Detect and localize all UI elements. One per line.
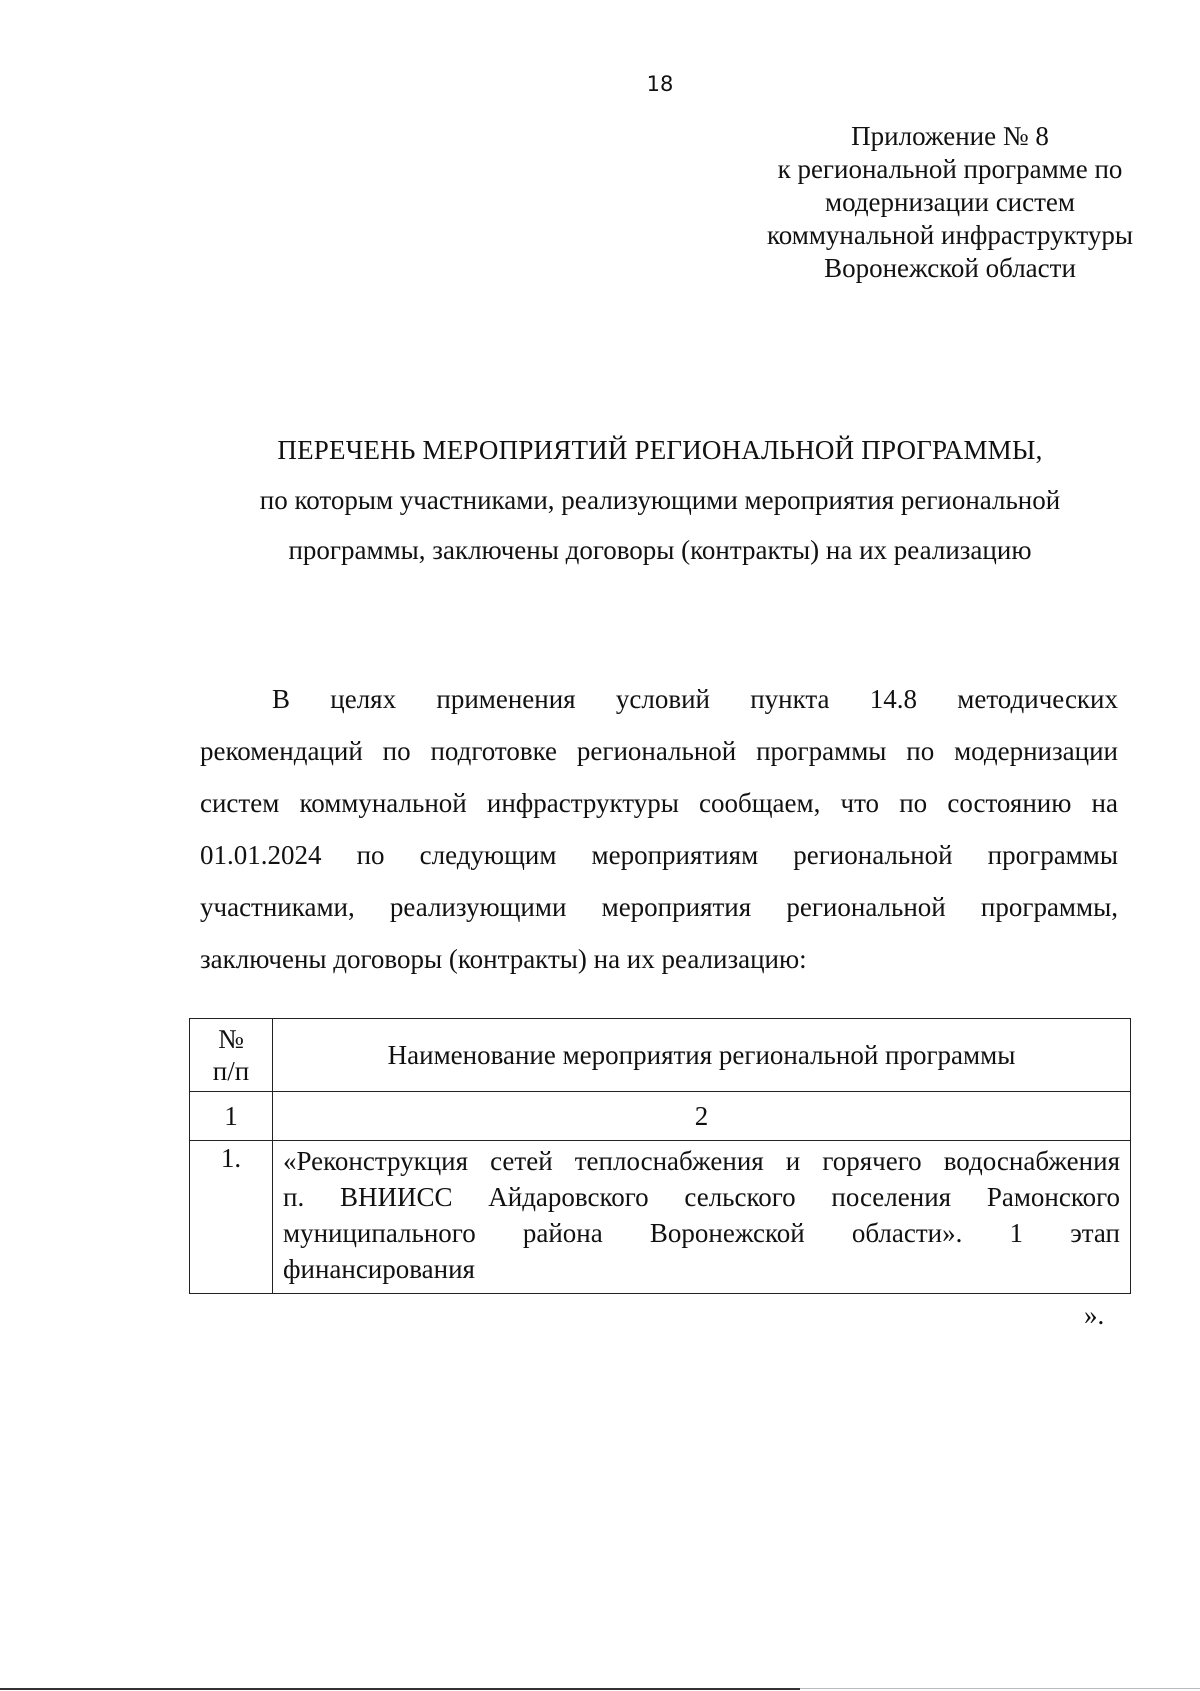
appendix-line: модернизации систем [825,187,1075,217]
row-name-cell [273,1141,1131,1294]
measures-table [189,1018,1131,1294]
paragraph-line: В целях применения условий пункта 14.8 методических [272,684,1118,714]
header-number-abbrev: п/п [212,1056,250,1086]
appendix-line: Воронежской области [824,253,1076,283]
table-index-row [190,1092,1131,1141]
table-row [190,1141,1131,1294]
index-cell-2: 2 [273,1092,1131,1141]
appendix-line: Приложение № 8 [851,121,1049,151]
appendix-header [700,120,1200,285]
page-number: 18 [646,72,674,96]
paragraph-line: заключены договоры (контракты) на их реализацию: [200,944,807,974]
paragraph-line: систем коммунальной инфраструктуры сообщаем, что по состоянию на [200,788,1118,818]
footer-rule-faint [800,1688,1200,1689]
title-main: ПЕРЕЧЕНЬ МЕРОПРИЯТИЙ РЕГИОНАЛЬНОЙ ПРОГРАММЫ, [277,435,1043,465]
appendix-line: коммунальной инфраструктуры [767,220,1133,250]
footer-rule [0,1688,800,1690]
index-cell-1: 1 [190,1092,273,1141]
title-subline: программы, заключены договоры (контракты) на их реализацию [288,535,1032,565]
row-number-cell: 1. [190,1141,273,1294]
table-header-row [190,1019,1131,1092]
paragraph-line: участниками, реализующими мероприятия региональной программы, [200,892,1118,922]
measure-name-line: п. ВНИИСС Айдаровского сельского поселения Рамонского [283,1182,1120,1212]
header-name-cell: Наименование мероприятия региональной программы [273,1019,1131,1092]
intro-paragraph [200,673,1118,985]
paragraph-line: рекомендаций по подготовке региональной программы по модернизации [200,736,1118,766]
title-subline: по которым участниками, реализующими мероприятия региональной [259,485,1061,515]
measure-name-line: «Реконструкция сетей теплоснабжения и горячего водоснабжения [283,1146,1120,1176]
closing-quote: ». [1084,1300,1105,1330]
document-title [200,425,1120,575]
header-number-symbol: № [218,1024,244,1054]
measure-name-line: финансирования [283,1254,475,1284]
measure-name [273,1141,1130,1287]
header-number-cell [190,1019,273,1092]
appendix-line: к региональной программе по [777,154,1123,184]
measure-name-line: муниципального района Воронежской области». 1 этап [283,1218,1120,1248]
paragraph-line: 01.01.2024 по следующим мероприятиям региональной программы [200,840,1118,870]
